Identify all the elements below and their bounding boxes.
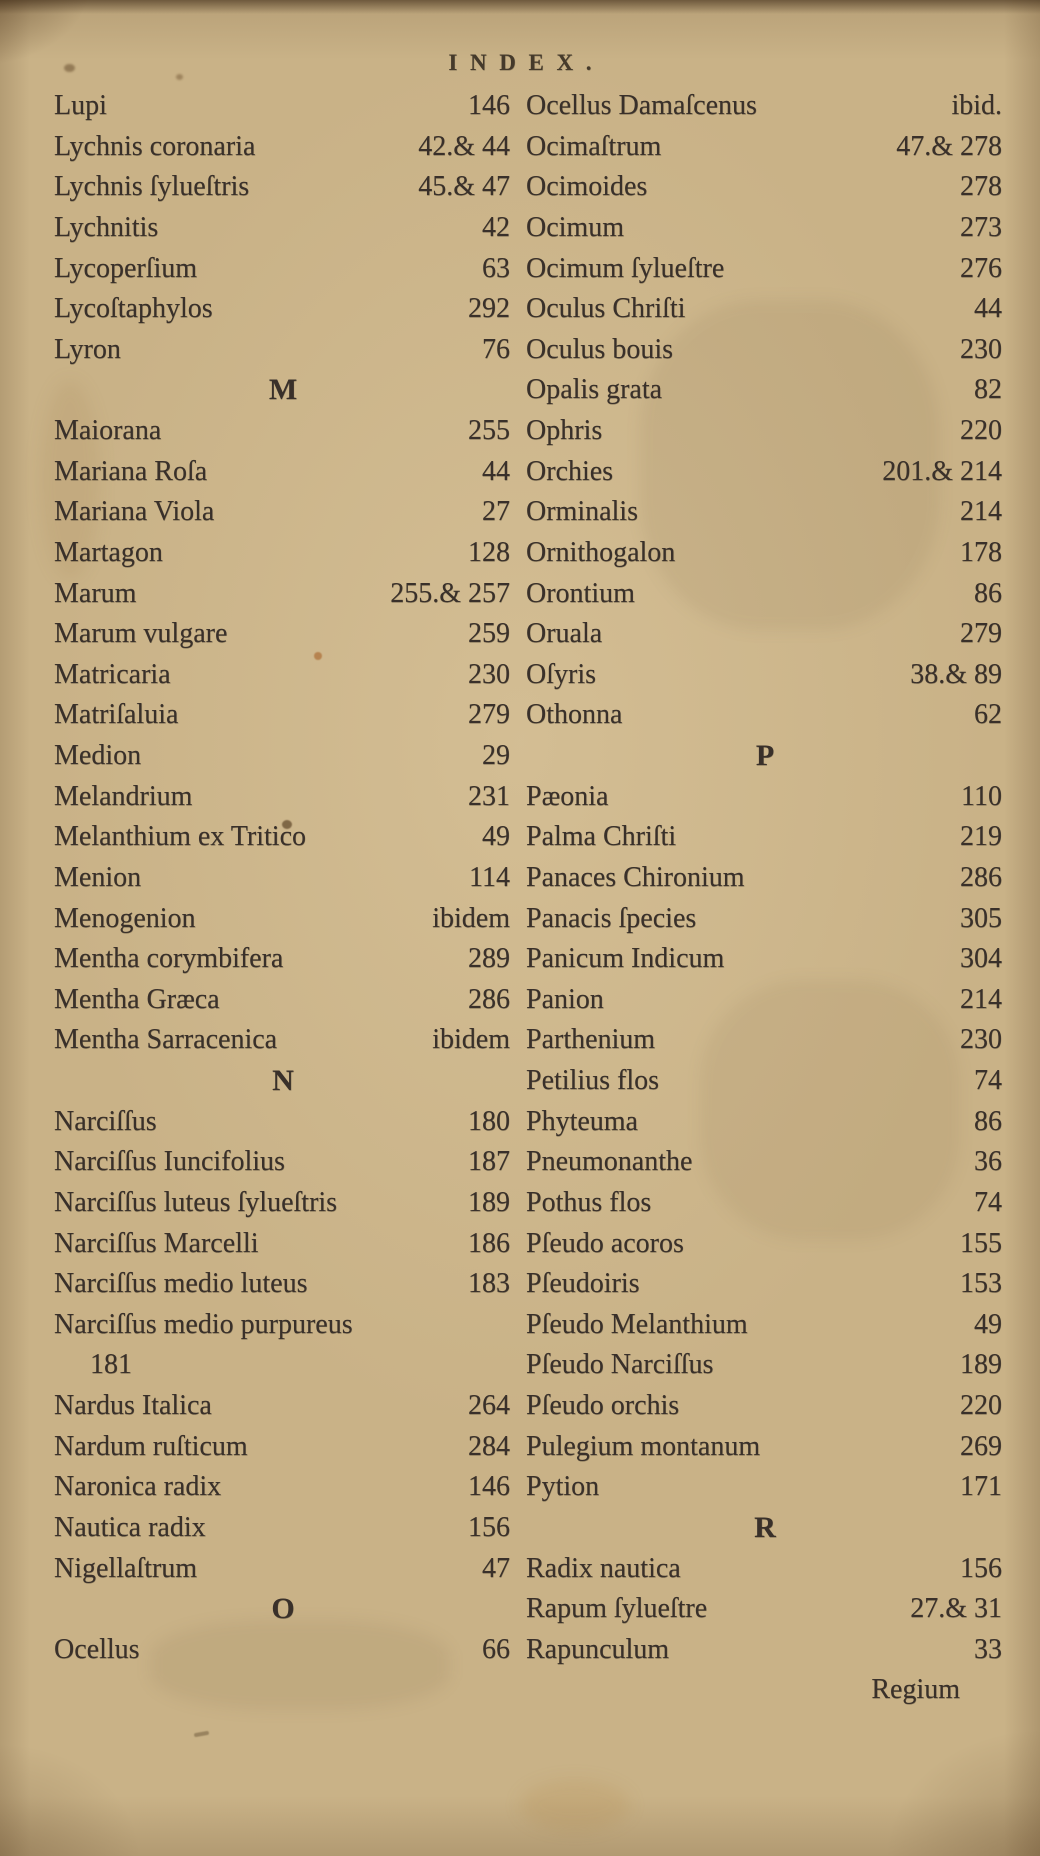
entry-page-number: 74 bbox=[974, 1186, 1002, 1218]
entry-page-number: 259 bbox=[468, 618, 510, 650]
index-entry bbox=[524, 452, 1006, 493]
entry-page-number: 214 bbox=[960, 496, 1002, 528]
entry-name: Pæonia bbox=[526, 780, 609, 812]
index-entry bbox=[52, 167, 514, 208]
index-entry bbox=[52, 1020, 514, 1061]
index-entry bbox=[52, 1224, 514, 1265]
index-entry bbox=[524, 695, 1006, 736]
entry-page-number: 220 bbox=[960, 1390, 1002, 1421]
entry-name: Menion bbox=[54, 861, 142, 893]
entry-name: Medion bbox=[54, 740, 142, 771]
index-entry bbox=[524, 1427, 1006, 1468]
index-entry bbox=[524, 1264, 1006, 1305]
entry-page-number: 264 bbox=[468, 1390, 510, 1421]
section-letter bbox=[52, 1589, 514, 1630]
entry-name: Narciſſus luteus ſylueſtris bbox=[54, 1186, 338, 1218]
index-entry bbox=[52, 1183, 514, 1224]
entry-page-number: 214 bbox=[960, 983, 1002, 1015]
index-entry bbox=[524, 1549, 1006, 1590]
entry-name: Mentha corymbifera bbox=[54, 943, 284, 975]
index-entry bbox=[524, 1345, 1006, 1386]
continuation-page-number: 181 bbox=[90, 1349, 132, 1381]
index-entry bbox=[52, 1305, 514, 1346]
section-letter-label: R bbox=[754, 1510, 776, 1544]
entry-name: Pytion bbox=[526, 1471, 600, 1503]
entry-page-number: 42 bbox=[482, 211, 510, 243]
index-column-right bbox=[524, 86, 1006, 1711]
index-entry bbox=[52, 736, 514, 777]
entry-name: Narciſſus Marcelli bbox=[54, 1227, 259, 1259]
index-entry bbox=[524, 858, 1006, 899]
entry-page-number: ibidem bbox=[432, 902, 510, 934]
entry-page-number: 36 bbox=[974, 1146, 1002, 1178]
index-entry bbox=[52, 249, 514, 290]
entry-name: Pſeudoiris bbox=[526, 1268, 640, 1300]
entry-page-number: 146 bbox=[468, 1471, 510, 1503]
section-letter-label: N bbox=[272, 1064, 294, 1097]
entry-name: Ornithogalon bbox=[526, 536, 676, 568]
index-entry bbox=[524, 655, 1006, 696]
entry-page-number: 156 bbox=[468, 1511, 510, 1543]
entry-page-number: ibid. bbox=[951, 90, 1002, 121]
entry-page-number: 286 bbox=[960, 861, 1002, 893]
index-entry bbox=[524, 249, 1006, 290]
entry-name: Orminalis bbox=[526, 496, 638, 528]
catchword bbox=[524, 1670, 1006, 1711]
section-letter-label: M bbox=[268, 373, 298, 407]
entry-page-number: 110 bbox=[961, 780, 1002, 812]
index-entry bbox=[52, 777, 514, 818]
entry-name: Lychnitis bbox=[54, 211, 159, 243]
entry-name: Phyteuma bbox=[526, 1105, 638, 1137]
index-entry bbox=[52, 614, 514, 655]
index-entry bbox=[524, 614, 1006, 655]
entry-page-number: 146 bbox=[468, 90, 510, 121]
entry-page-number: 27.& 31 bbox=[910, 1593, 1002, 1625]
entry-page-number: 49 bbox=[974, 1308, 1002, 1340]
catchword-label: Regium bbox=[871, 1674, 960, 1706]
entry-page-number: 187 bbox=[468, 1146, 510, 1178]
entry-page-number: 230 bbox=[468, 658, 510, 690]
entry-name: Ophris bbox=[526, 415, 603, 446]
index-entry bbox=[524, 1102, 1006, 1143]
entry-page-number: 255 bbox=[468, 415, 510, 446]
index-entry bbox=[52, 695, 514, 736]
index-entry bbox=[52, 574, 514, 615]
index-entry bbox=[524, 533, 1006, 574]
entry-name: Radix nautica bbox=[526, 1552, 681, 1584]
section-letter bbox=[524, 1508, 1006, 1549]
index-entry bbox=[524, 127, 1006, 168]
entry-page-number: 220 bbox=[960, 415, 1002, 446]
entry-name: Oſyris bbox=[526, 658, 596, 690]
index-entry bbox=[524, 1305, 1006, 1346]
index-entry bbox=[52, 655, 514, 696]
entry-name: Parthenium bbox=[526, 1024, 656, 1056]
entry-name: Lyron bbox=[54, 333, 121, 365]
index-entry bbox=[52, 127, 514, 168]
entry-page-number: 45.& 47 bbox=[418, 171, 510, 203]
entry-page-number: 230 bbox=[960, 333, 1002, 365]
entry-page-number: 292 bbox=[468, 293, 510, 325]
entry-name: Oculus Chriſti bbox=[526, 293, 686, 325]
entry-name: Pſeudo Melanthium bbox=[526, 1308, 748, 1340]
entry-name: Ocimaſtrum bbox=[526, 130, 662, 162]
entry-page-number: 38.& 89 bbox=[910, 658, 1002, 690]
entry-page-number: 128 bbox=[468, 536, 510, 568]
entry-page-number: 189 bbox=[960, 1349, 1002, 1381]
index-entry bbox=[52, 899, 514, 940]
entry-name: Lycoſtaphylos bbox=[54, 293, 213, 325]
entry-page-number: 186 bbox=[468, 1227, 510, 1259]
index-entry bbox=[524, 492, 1006, 533]
entry-name: Pothus flos bbox=[526, 1186, 652, 1218]
section-letter-label: P bbox=[755, 739, 775, 772]
index-entry bbox=[52, 1427, 514, 1468]
entry-name: Palma Chriſti bbox=[526, 821, 677, 853]
index-entry bbox=[52, 980, 514, 1021]
entry-name: Panaces Chironium bbox=[526, 861, 745, 893]
entry-name: Maiorana bbox=[54, 415, 162, 446]
index-entry bbox=[524, 1386, 1006, 1427]
index-entry bbox=[52, 1630, 514, 1671]
entry-page-number: 189 bbox=[468, 1186, 510, 1218]
index-entry bbox=[524, 1183, 1006, 1224]
index-entry bbox=[52, 1467, 514, 1508]
entry-page-number: 86 bbox=[974, 577, 1002, 609]
index-column-left bbox=[52, 86, 514, 1711]
entry-page-number: 63 bbox=[482, 252, 510, 284]
entry-name: Narciſſus medio purpureus bbox=[54, 1308, 353, 1340]
index-entry bbox=[52, 817, 514, 858]
entry-name: Othonna bbox=[526, 699, 623, 731]
entry-name: Ocimum ſylueſtre bbox=[526, 252, 725, 284]
index-entry bbox=[524, 777, 1006, 818]
entry-page-number: 219 bbox=[960, 821, 1002, 853]
entry-page-number: ibidem bbox=[432, 1024, 510, 1056]
entry-name: Nautica radix bbox=[54, 1511, 206, 1543]
index-entry bbox=[524, 1630, 1006, 1671]
entry-page-number: 183 bbox=[468, 1268, 510, 1300]
entry-page-number: 76 bbox=[482, 333, 510, 365]
entry-name: Mentha Sarracenica bbox=[54, 1024, 278, 1056]
entry-name: Pſeudo Narciſſus bbox=[526, 1349, 714, 1381]
index-entry bbox=[524, 330, 1006, 371]
entry-name: Opalis grata bbox=[526, 374, 663, 406]
index-entry bbox=[52, 289, 514, 330]
entry-name: Pulegium montanum bbox=[526, 1430, 761, 1462]
entry-page-number: 47 bbox=[482, 1552, 510, 1584]
entry-page-number: 255.& 257 bbox=[390, 577, 510, 609]
index-entry bbox=[524, 289, 1006, 330]
entry-page-number: 269 bbox=[960, 1430, 1002, 1462]
entry-name: Rapum ſylueſtre bbox=[526, 1593, 708, 1625]
entry-name: Melanthium ex Tritico bbox=[54, 821, 306, 853]
entry-page-number: 180 bbox=[468, 1105, 510, 1137]
index-entry bbox=[52, 1142, 514, 1183]
entry-page-number: 279 bbox=[960, 618, 1002, 650]
index-entry bbox=[52, 86, 514, 127]
entry-page-number: 230 bbox=[960, 1024, 1002, 1056]
entry-name: Matricaria bbox=[54, 658, 171, 690]
index-entry bbox=[52, 411, 514, 452]
entry-page-number: 44 bbox=[482, 455, 510, 487]
index-entry bbox=[52, 452, 514, 493]
section-letter bbox=[52, 370, 514, 411]
entry-name: Ocimum bbox=[526, 211, 624, 243]
entry-page-number: 279 bbox=[468, 699, 510, 731]
entry-page-number: 82 bbox=[974, 374, 1002, 406]
entry-name: Rapunculum bbox=[526, 1633, 670, 1665]
entry-name: Oruala bbox=[526, 618, 603, 650]
entry-page-number: 284 bbox=[468, 1430, 510, 1462]
entry-name: Oculus bouis bbox=[526, 333, 673, 365]
index-entry bbox=[524, 370, 1006, 411]
entry-continuation bbox=[52, 1345, 514, 1386]
index-entry bbox=[52, 1264, 514, 1305]
entry-page-number: 171 bbox=[960, 1471, 1002, 1503]
entry-name: Lupi bbox=[54, 90, 107, 121]
entry-page-number: 178 bbox=[960, 536, 1002, 568]
entry-name: Nardum ruſticum bbox=[54, 1430, 248, 1462]
index-entry bbox=[52, 533, 514, 574]
index-entry bbox=[524, 817, 1006, 858]
index-entry bbox=[52, 1386, 514, 1427]
index-entry bbox=[524, 1020, 1006, 1061]
paper-stain bbox=[520, 1780, 630, 1830]
index-entry bbox=[524, 167, 1006, 208]
entry-page-number: 66 bbox=[482, 1633, 510, 1665]
entry-name: Melandrium bbox=[54, 780, 193, 812]
entry-name: Panion bbox=[526, 983, 604, 1015]
entry-page-number bbox=[510, 1305, 514, 1346]
entry-page-number: 62 bbox=[974, 699, 1002, 731]
entry-name: Marum vulgare bbox=[54, 618, 228, 650]
entry-name: Mentha Græca bbox=[54, 983, 220, 1015]
entry-page-number: 155 bbox=[960, 1227, 1002, 1259]
entry-name: Mariana Viola bbox=[54, 496, 215, 528]
entry-page-number: 114 bbox=[469, 861, 510, 893]
section-letter-label: O bbox=[271, 1592, 295, 1626]
entry-page-number: 86 bbox=[974, 1105, 1002, 1137]
index-entry bbox=[524, 1589, 1006, 1630]
entry-name: Martagon bbox=[54, 536, 163, 568]
entry-name: Ocellus bbox=[54, 1633, 140, 1665]
entry-name: Orchies bbox=[526, 455, 614, 487]
entry-name: Menogenion bbox=[54, 902, 196, 934]
entry-name: Panicum Indicum bbox=[526, 943, 725, 975]
index-entry bbox=[524, 1224, 1006, 1265]
entry-page-number: 286 bbox=[468, 983, 510, 1015]
entry-name: Panacis ſpecies bbox=[526, 902, 697, 934]
entry-name: Marum bbox=[54, 577, 137, 609]
entry-name: Ocellus Damaſcenus bbox=[526, 90, 757, 121]
index-entry bbox=[524, 574, 1006, 615]
index-entry bbox=[524, 980, 1006, 1021]
entry-name: Narciſſus Iuncifolius bbox=[54, 1146, 285, 1178]
entry-name: Ocimoides bbox=[526, 171, 648, 203]
index-entry bbox=[524, 1061, 1006, 1102]
index-entry bbox=[52, 858, 514, 899]
entry-page-number: 42.& 44 bbox=[418, 130, 510, 162]
entry-name: Orontium bbox=[526, 577, 635, 609]
index-entry bbox=[52, 330, 514, 371]
entry-name: Pſeudo acoros bbox=[526, 1227, 684, 1259]
page-header-index: INDEX. bbox=[448, 50, 605, 75]
entry-page-number: 49 bbox=[482, 821, 510, 853]
entry-page-number: 278 bbox=[960, 171, 1002, 203]
entry-name: Nigellaſtrum bbox=[54, 1552, 198, 1584]
entry-page-number: 29 bbox=[482, 740, 510, 771]
index-entry bbox=[52, 1549, 514, 1590]
entry-name: Pſeudo orchis bbox=[526, 1390, 680, 1421]
entry-page-number: 27 bbox=[482, 496, 510, 528]
index-entry bbox=[52, 1508, 514, 1549]
entry-page-number: 231 bbox=[468, 780, 510, 812]
entry-name: Naronica radix bbox=[54, 1471, 222, 1503]
section-letter bbox=[52, 1061, 514, 1102]
entry-name: Lychnis coronaria bbox=[54, 130, 256, 162]
entry-page-number: 304 bbox=[960, 943, 1002, 975]
entry-page-number: 153 bbox=[960, 1268, 1002, 1300]
entry-name: Matriſaluia bbox=[54, 699, 179, 731]
index-entry bbox=[524, 1142, 1006, 1183]
index-entry bbox=[524, 208, 1006, 249]
entry-page-number: 289 bbox=[468, 943, 510, 975]
entry-page-number: 156 bbox=[960, 1552, 1002, 1584]
entry-page-number: 276 bbox=[960, 252, 1002, 284]
index-entry bbox=[52, 208, 514, 249]
entry-name: Petilius flos bbox=[526, 1065, 660, 1096]
entry-name: Mariana Roſa bbox=[54, 455, 208, 487]
entry-name: Nardus Italica bbox=[54, 1390, 212, 1421]
entry-page-number: 201.& 214 bbox=[882, 455, 1002, 487]
entry-page-number: 47.& 278 bbox=[896, 130, 1002, 162]
entry-name: Lycoperſium bbox=[54, 252, 198, 284]
index-entry bbox=[524, 86, 1006, 127]
entry-page-number: 44 bbox=[974, 293, 1002, 325]
index-entry bbox=[52, 939, 514, 980]
entry-name: Narciſſus bbox=[54, 1105, 157, 1137]
index-entry bbox=[52, 492, 514, 533]
index-entry bbox=[52, 1102, 514, 1143]
entry-page-number: 74 bbox=[974, 1065, 1002, 1096]
index-entry bbox=[524, 411, 1006, 452]
entry-name: Pneumonanthe bbox=[526, 1146, 693, 1178]
section-letter bbox=[524, 736, 1006, 777]
entry-name: Lychnis ſylueſtris bbox=[54, 171, 250, 203]
entry-name: Narciſſus medio luteus bbox=[54, 1268, 308, 1300]
index-entry bbox=[524, 1467, 1006, 1508]
entry-page-number: 33 bbox=[974, 1633, 1002, 1665]
entry-page-number: 273 bbox=[960, 211, 1002, 243]
index-entry bbox=[524, 939, 1006, 980]
entry-page-number: 305 bbox=[960, 902, 1002, 934]
ink-speck bbox=[194, 1731, 209, 1738]
index-entry bbox=[524, 899, 1006, 940]
